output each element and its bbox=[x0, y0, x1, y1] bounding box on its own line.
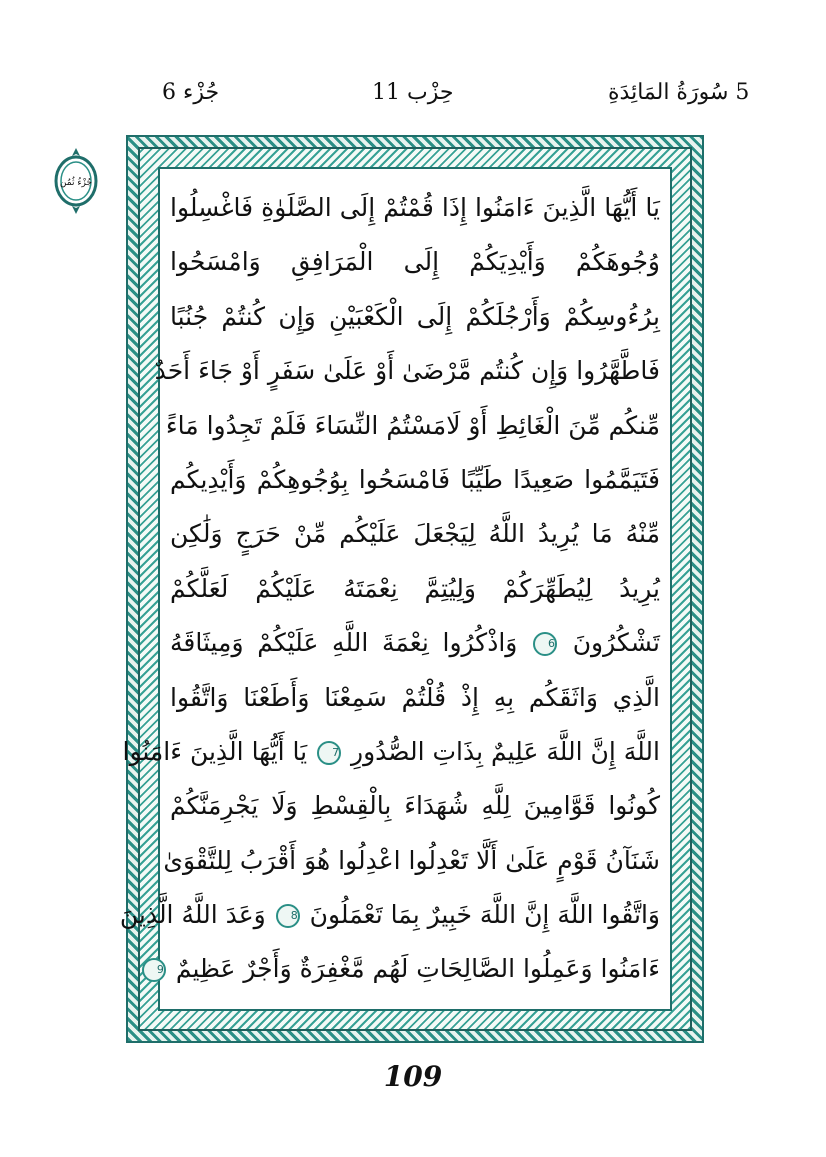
verse-line bbox=[170, 507, 660, 561]
verse-line bbox=[170, 453, 660, 507]
ayah-number-marker: 9 bbox=[142, 958, 166, 982]
juz-label: جُزْء bbox=[183, 80, 220, 105]
surah-title bbox=[608, 80, 749, 105]
verse-line bbox=[170, 616, 660, 670]
hizb-label: حِزْب bbox=[407, 80, 454, 105]
ayah-number-marker: 8 bbox=[276, 904, 300, 928]
verse-line bbox=[122, 725, 660, 779]
hizb-number: 11 bbox=[372, 80, 400, 105]
verse-line bbox=[154, 344, 660, 398]
verse-line bbox=[170, 235, 660, 289]
verse-text: وَعَدَ اللَّهُ الَّذِينَ bbox=[119, 900, 274, 930]
verse-text: مِّنْهُ مَا يُرِيدُ اللَّهُ لِيَجْعَلَ عَلَيْكُم مِّنْ حَرَجٍ وَلَٰكِن bbox=[170, 519, 660, 549]
verse-lines bbox=[119, 181, 660, 997]
ayah-number-marker: 7 bbox=[317, 741, 341, 765]
verse-line bbox=[170, 181, 660, 235]
verse-text: اللَّهَ إِنَّ اللَّهَ عَلِيمٌ بِذَاتِ الصُّدُورِ bbox=[343, 736, 660, 766]
verse-text: وَاتَّقُوا اللَّهَ إِنَّ اللَّهَ خَبِيرٌ بِمَا تَعْمَلُونَ bbox=[301, 900, 660, 930]
verse-line bbox=[170, 779, 660, 833]
verse-text: الَّذِي وَاثَقَكُم بِهِ إِذْ قُلْتُمْ سَمِعْنَا وَأَطَعْنَا وَاتَّقُوا bbox=[170, 682, 660, 712]
verse-text: مِّنكُم مِّنَ الْغَائِطِ أَوْ لَامَسْتُمُ النِّسَاءَ فَلَمْ تَجِدُوا مَاءً bbox=[165, 410, 660, 440]
hizb-indicator bbox=[372, 80, 453, 105]
text-panel bbox=[119, 167, 672, 1011]
verse-line bbox=[156, 942, 660, 996]
page-frame bbox=[119, 135, 704, 1043]
verse-text: يَا أَيُّهَا الَّذِينَ ءَامَنُوا إِذَا قُمْتُمْ إِلَى الصَّلَوٰةِ فَاغْسِلُوا bbox=[170, 193, 660, 222]
ornamental-medallion-icon bbox=[54, 146, 98, 216]
surah-number: 5 bbox=[735, 80, 750, 105]
verse-text: كُونُوا قَوَّامِينَ لِلَّهِ شُهَدَاءَ بِالْقِسْطِ وَلَا يَجْرِمَنَّكُمْ bbox=[170, 791, 660, 821]
juz-number: 6 bbox=[162, 80, 176, 105]
verse-line bbox=[165, 399, 660, 453]
verse-text: ءَامَنُوا وَعَمِلُوا الصَّالِحَاتِ لَهُم مَّغْفِرَةٌ وَأَجْرٌ عَظِيمٌ bbox=[167, 954, 660, 984]
verse-text: وُجُوهَكُمْ وَأَيْدِيَكُمْ إِلَى الْمَرَافِقِ وَامْسَحُوا bbox=[170, 247, 660, 277]
ayah-number-marker: 6 bbox=[533, 632, 557, 656]
juz-indicator bbox=[162, 80, 219, 105]
surah-name: سُورَةُ المَائِدَةِ bbox=[608, 80, 729, 105]
verse-text: يُرِيدُ لِيُطَهِّرَكُمْ وَلِيُتِمَّ نِعْمَتَهُ عَلَيْكُمْ لَعَلَّكُمْ bbox=[170, 573, 660, 603]
medallion-svg bbox=[54, 146, 98, 216]
verse-text: وَاذْكُرُوا نِعْمَةَ اللَّهِ عَلَيْكُمْ وَمِيثَاقَهُ bbox=[170, 628, 532, 658]
verse-text: شَنَآنُ قَوْمٍ عَلَىٰ أَلَّا تَعْدِلُوا اعْدِلُوا هُوَ أَقْرَبُ لِلتَّقْوَىٰ bbox=[163, 845, 660, 875]
verse-text: فَاطَّهَّرُوا وَإِن كُنتُم مَّرْضَىٰ أَوْ عَلَىٰ سَفَرٍ أَوْ جَاءَ أَحَدٌ bbox=[154, 356, 660, 386]
side-marker-label: جُزْءُ ثُمُن bbox=[59, 178, 93, 188]
verse-line bbox=[170, 290, 660, 344]
verse-line bbox=[119, 888, 660, 942]
verse-line bbox=[170, 671, 660, 725]
verse-text: تَشْكُرُونَ bbox=[559, 628, 660, 658]
verse-text: يَا أَيُّهَا الَّذِينَ ءَامَنُوا bbox=[122, 736, 316, 766]
verse-line bbox=[170, 562, 660, 616]
page-number: 109 bbox=[383, 1060, 443, 1093]
verse-line bbox=[163, 834, 660, 888]
page-footer bbox=[0, 1060, 826, 1093]
verse-text: بِرُءُوسِكُمْ وَأَرْجُلَكُمْ إِلَى الْكَعْبَيْنِ وَإِن كُنتُمْ جُنُبًا bbox=[170, 301, 660, 331]
verse-text: فَتَيَمَّمُوا صَعِيدًا طَيِّبًا فَامْسَحُوا بِوُجُوهِكُمْ وَأَيْدِيكُم bbox=[170, 464, 660, 494]
page-header bbox=[0, 80, 826, 120]
